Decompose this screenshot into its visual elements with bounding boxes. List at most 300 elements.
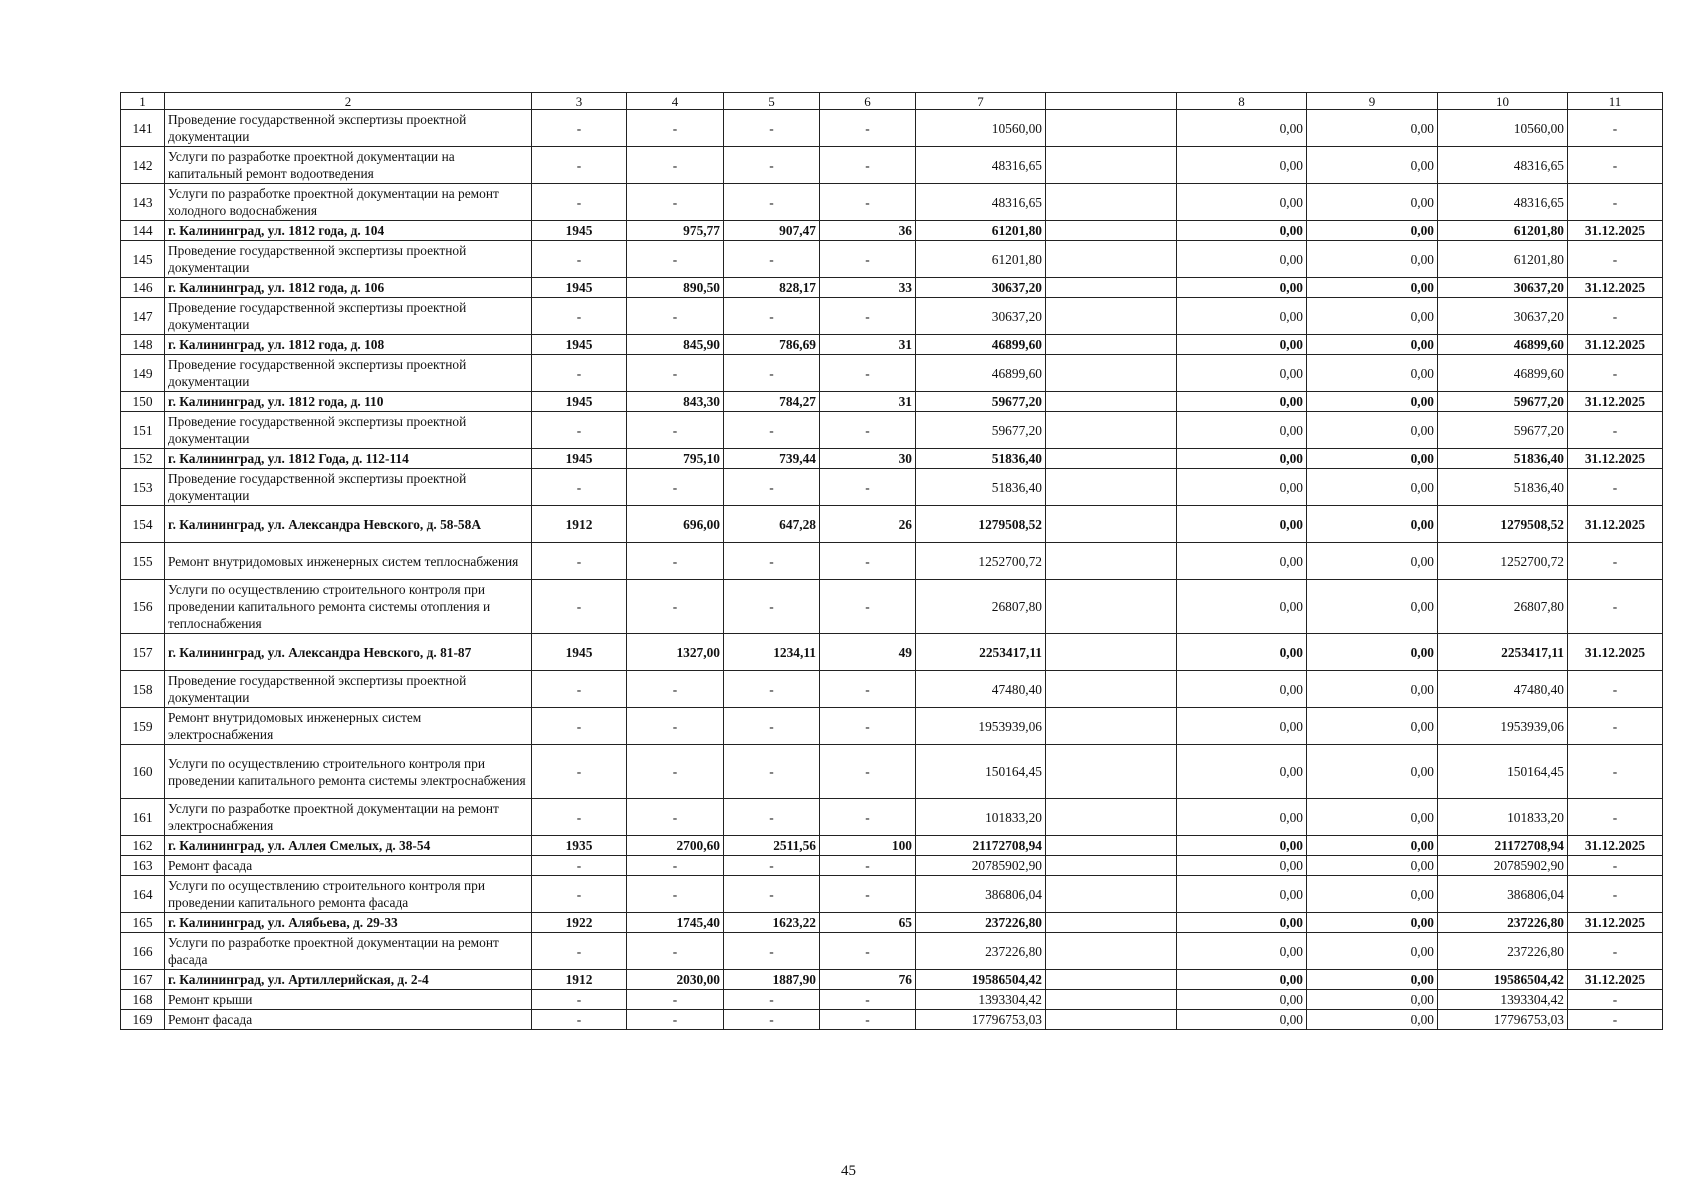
row-number: 168 — [121, 990, 165, 1010]
empty-cell — [1046, 221, 1177, 241]
budget-amount: 0,00 — [1307, 799, 1438, 836]
works-table — [120, 92, 1663, 1030]
work-description: Проведение государственной экспертизы проектной документации — [165, 355, 532, 392]
empty-cell — [1046, 355, 1177, 392]
completion-date: - — [1568, 543, 1663, 580]
living-area: 1234,11 — [724, 634, 820, 671]
empty-cell — [1046, 799, 1177, 836]
table-row — [121, 469, 1663, 506]
living-area: - — [724, 298, 820, 335]
row-number: 145 — [121, 241, 165, 278]
work-description: Ремонт фасада — [165, 856, 532, 876]
living-area: 739,44 — [724, 449, 820, 469]
empty-cell — [1046, 147, 1177, 184]
fund-amount: 0,00 — [1177, 355, 1307, 392]
living-area: - — [724, 745, 820, 799]
budget-amount: 0,00 — [1307, 278, 1438, 298]
empty-cell — [1046, 449, 1177, 469]
empty-cell — [1046, 745, 1177, 799]
residents-count: - — [820, 708, 916, 745]
table-row — [121, 355, 1663, 392]
residents-count: - — [820, 412, 916, 449]
total-area: - — [627, 580, 724, 634]
table-row — [121, 1010, 1663, 1030]
table-row — [121, 745, 1663, 799]
budget-amount: 0,00 — [1307, 392, 1438, 412]
total-area: - — [627, 933, 724, 970]
empty-cell — [1046, 836, 1177, 856]
work-description: Услуги по разработке проектной документации на капитальный ремонт водоотведения — [165, 147, 532, 184]
build-year: - — [532, 876, 627, 913]
fund-amount: 0,00 — [1177, 506, 1307, 543]
budget-amount: 0,00 — [1307, 184, 1438, 221]
build-year: 1945 — [532, 278, 627, 298]
owners-amount: 59677,20 — [1438, 392, 1568, 412]
total-cost: 386806,04 — [916, 876, 1046, 913]
build-year: 1945 — [532, 449, 627, 469]
budget-amount: 0,00 — [1307, 506, 1438, 543]
fund-amount: 0,00 — [1177, 671, 1307, 708]
total-area: - — [627, 184, 724, 221]
residents-count: - — [820, 580, 916, 634]
living-area: - — [724, 147, 820, 184]
work-description: г. Калининград, ул. Аллея Смелых, д. 38-54 — [165, 836, 532, 856]
column-header: 11 — [1568, 93, 1663, 110]
owners-amount: 101833,20 — [1438, 799, 1568, 836]
living-area: 828,17 — [724, 278, 820, 298]
total-cost: 51836,40 — [916, 449, 1046, 469]
completion-date: - — [1568, 469, 1663, 506]
total-cost: 17796753,03 — [916, 1010, 1046, 1030]
fund-amount: 0,00 — [1177, 298, 1307, 335]
total-area: - — [627, 671, 724, 708]
owners-amount: 61201,80 — [1438, 241, 1568, 278]
owners-amount: 51836,40 — [1438, 469, 1568, 506]
total-area: 843,30 — [627, 392, 724, 412]
table-row — [121, 412, 1663, 449]
total-area: - — [627, 856, 724, 876]
completion-date: 31.12.2025 — [1568, 392, 1663, 412]
table-row — [121, 298, 1663, 335]
residents-count: - — [820, 147, 916, 184]
row-number: 155 — [121, 543, 165, 580]
build-year: 1945 — [532, 392, 627, 412]
budget-amount: 0,00 — [1307, 1010, 1438, 1030]
budget-amount: 0,00 — [1307, 708, 1438, 745]
budget-amount: 0,00 — [1307, 335, 1438, 355]
table-row — [121, 856, 1663, 876]
empty-cell — [1046, 856, 1177, 876]
column-header: 3 — [532, 93, 627, 110]
empty-cell — [1046, 634, 1177, 671]
row-number: 153 — [121, 469, 165, 506]
residents-count: - — [820, 799, 916, 836]
living-area: 1887,90 — [724, 970, 820, 990]
owners-amount: 237226,80 — [1438, 933, 1568, 970]
build-year: - — [532, 147, 627, 184]
table-row — [121, 933, 1663, 970]
row-number: 162 — [121, 836, 165, 856]
total-area: - — [627, 543, 724, 580]
row-number: 160 — [121, 745, 165, 799]
residents-count: 26 — [820, 506, 916, 543]
row-number: 147 — [121, 298, 165, 335]
owners-amount: 150164,45 — [1438, 745, 1568, 799]
empty-cell — [1046, 990, 1177, 1010]
fund-amount: 0,00 — [1177, 634, 1307, 671]
residents-count: 49 — [820, 634, 916, 671]
total-area: 845,90 — [627, 335, 724, 355]
budget-amount: 0,00 — [1307, 147, 1438, 184]
living-area: 784,27 — [724, 392, 820, 412]
budget-amount: 0,00 — [1307, 449, 1438, 469]
budget-amount: 0,00 — [1307, 412, 1438, 449]
owners-amount: 1953939,06 — [1438, 708, 1568, 745]
table-row — [121, 335, 1663, 355]
total-cost: 237226,80 — [916, 913, 1046, 933]
empty-cell — [1046, 543, 1177, 580]
total-cost: 59677,20 — [916, 412, 1046, 449]
row-number: 152 — [121, 449, 165, 469]
completion-date: - — [1568, 745, 1663, 799]
owners-amount: 1252700,72 — [1438, 543, 1568, 580]
total-cost: 46899,60 — [916, 335, 1046, 355]
residents-count: - — [820, 876, 916, 913]
row-number: 165 — [121, 913, 165, 933]
work-description: Услуги по осуществлению строительного контроля при проведении капитального ремонта системы электроснабжения — [165, 745, 532, 799]
fund-amount: 0,00 — [1177, 147, 1307, 184]
completion-date: - — [1568, 990, 1663, 1010]
column-header: 7 — [916, 93, 1046, 110]
row-number: 158 — [121, 671, 165, 708]
work-description: Проведение государственной экспертизы проектной документации — [165, 412, 532, 449]
completion-date: 31.12.2025 — [1568, 449, 1663, 469]
living-area: - — [724, 876, 820, 913]
table-row — [121, 110, 1663, 147]
total-cost: 48316,65 — [916, 147, 1046, 184]
total-area: - — [627, 1010, 724, 1030]
living-area: - — [724, 184, 820, 221]
table-row — [121, 241, 1663, 278]
work-description: Услуги по осуществлению строительного контроля при проведении капитального ремонта системы отопления и теплоснабжения — [165, 580, 532, 634]
residents-count: - — [820, 298, 916, 335]
empty-cell — [1046, 278, 1177, 298]
living-area: - — [724, 708, 820, 745]
living-area: 647,28 — [724, 506, 820, 543]
build-year: - — [532, 1010, 627, 1030]
row-number: 144 — [121, 221, 165, 241]
fund-amount: 0,00 — [1177, 241, 1307, 278]
budget-amount: 0,00 — [1307, 298, 1438, 335]
fund-amount: 0,00 — [1177, 745, 1307, 799]
residents-count: - — [820, 745, 916, 799]
budget-amount: 0,00 — [1307, 469, 1438, 506]
row-number: 166 — [121, 933, 165, 970]
budget-amount: 0,00 — [1307, 856, 1438, 876]
residents-count: 31 — [820, 335, 916, 355]
total-area: - — [627, 147, 724, 184]
owners-amount: 2253417,11 — [1438, 634, 1568, 671]
total-cost: 30637,20 — [916, 298, 1046, 335]
residents-count: - — [820, 1010, 916, 1030]
build-year: - — [532, 933, 627, 970]
row-number: 141 — [121, 110, 165, 147]
total-cost: 101833,20 — [916, 799, 1046, 836]
living-area: 786,69 — [724, 335, 820, 355]
residents-count: - — [820, 241, 916, 278]
completion-date: - — [1568, 708, 1663, 745]
total-area: 2030,00 — [627, 970, 724, 990]
build-year: - — [532, 241, 627, 278]
budget-amount: 0,00 — [1307, 876, 1438, 913]
total-area: 1745,40 — [627, 913, 724, 933]
table-row — [121, 278, 1663, 298]
residents-count: - — [820, 469, 916, 506]
completion-date: - — [1568, 147, 1663, 184]
completion-date: - — [1568, 1010, 1663, 1030]
owners-amount: 19586504,42 — [1438, 970, 1568, 990]
build-year: - — [532, 799, 627, 836]
build-year: 1945 — [532, 335, 627, 355]
fund-amount: 0,00 — [1177, 580, 1307, 634]
owners-amount: 46899,60 — [1438, 355, 1568, 392]
empty-cell — [1046, 392, 1177, 412]
fund-amount: 0,00 — [1177, 221, 1307, 241]
page-number: 45 — [841, 1163, 856, 1179]
fund-amount: 0,00 — [1177, 876, 1307, 913]
table-row — [121, 671, 1663, 708]
empty-cell — [1046, 933, 1177, 970]
residents-count: 36 — [820, 221, 916, 241]
budget-amount: 0,00 — [1307, 913, 1438, 933]
completion-date: 31.12.2025 — [1568, 913, 1663, 933]
empty-cell — [1046, 241, 1177, 278]
residents-count: - — [820, 671, 916, 708]
budget-amount: 0,00 — [1307, 970, 1438, 990]
work-description: Ремонт внутридомовых инженерных систем теплоснабжения — [165, 543, 532, 580]
work-description: г. Калининград, ул. Артиллерийская, д. 2-4 — [165, 970, 532, 990]
build-year: - — [532, 990, 627, 1010]
work-description: Ремонт фасада — [165, 1010, 532, 1030]
owners-amount: 61201,80 — [1438, 221, 1568, 241]
completion-date: - — [1568, 184, 1663, 221]
living-area: - — [724, 412, 820, 449]
row-number: 156 — [121, 580, 165, 634]
table-row — [121, 799, 1663, 836]
living-area: - — [724, 1010, 820, 1030]
residents-count: - — [820, 933, 916, 970]
build-year: 1922 — [532, 913, 627, 933]
total-area: - — [627, 469, 724, 506]
build-year: 1945 — [532, 634, 627, 671]
row-number: 151 — [121, 412, 165, 449]
column-header: 2 — [165, 93, 532, 110]
owners-amount: 59677,20 — [1438, 412, 1568, 449]
living-area: - — [724, 469, 820, 506]
row-number: 142 — [121, 147, 165, 184]
build-year: 1912 — [532, 970, 627, 990]
total-cost: 51836,40 — [916, 469, 1046, 506]
budget-amount: 0,00 — [1307, 355, 1438, 392]
build-year: 1935 — [532, 836, 627, 856]
living-area: 907,47 — [724, 221, 820, 241]
living-area: - — [724, 671, 820, 708]
empty-cell — [1046, 412, 1177, 449]
budget-amount: 0,00 — [1307, 933, 1438, 970]
total-cost: 19586504,42 — [916, 970, 1046, 990]
work-description: Проведение государственной экспертизы проектной документации — [165, 469, 532, 506]
total-cost: 150164,45 — [916, 745, 1046, 799]
living-area: - — [724, 856, 820, 876]
fund-amount: 0,00 — [1177, 990, 1307, 1010]
row-number: 159 — [121, 708, 165, 745]
empty-cell — [1046, 970, 1177, 990]
living-area: - — [724, 543, 820, 580]
build-year: - — [532, 412, 627, 449]
build-year: - — [532, 184, 627, 221]
empty-cell — [1046, 469, 1177, 506]
completion-date: 31.12.2025 — [1568, 970, 1663, 990]
residents-count: - — [820, 110, 916, 147]
table-row — [121, 184, 1663, 221]
work-description: г. Калининград, ул. 1812 года, д. 108 — [165, 335, 532, 355]
work-description: Услуги по разработке проектной документации на ремонт холодного водоснабжения — [165, 184, 532, 221]
work-description: г. Калининград, ул. 1812 года, д. 106 — [165, 278, 532, 298]
owners-amount: 17796753,03 — [1438, 1010, 1568, 1030]
total-area: - — [627, 241, 724, 278]
empty-cell — [1046, 1010, 1177, 1030]
work-description: г. Калининград, ул. Александра Невского, д. 58-58А — [165, 506, 532, 543]
total-cost: 30637,20 — [916, 278, 1046, 298]
total-area: - — [627, 708, 724, 745]
table-row — [121, 543, 1663, 580]
row-number: 167 — [121, 970, 165, 990]
total-cost: 48316,65 — [916, 184, 1046, 221]
empty-cell — [1046, 298, 1177, 335]
total-cost: 26807,80 — [916, 580, 1046, 634]
budget-amount: 0,00 — [1307, 543, 1438, 580]
owners-amount: 48316,65 — [1438, 147, 1568, 184]
fund-amount: 0,00 — [1177, 184, 1307, 221]
work-description: Проведение государственной экспертизы проектной документации — [165, 110, 532, 147]
build-year: - — [532, 469, 627, 506]
living-area: - — [724, 580, 820, 634]
owners-amount: 10560,00 — [1438, 110, 1568, 147]
table-row — [121, 836, 1663, 856]
total-cost: 21172708,94 — [916, 836, 1046, 856]
total-cost: 46899,60 — [916, 355, 1046, 392]
total-cost: 61201,80 — [916, 241, 1046, 278]
fund-amount: 0,00 — [1177, 335, 1307, 355]
total-area: 795,10 — [627, 449, 724, 469]
fund-amount: 0,00 — [1177, 856, 1307, 876]
build-year: - — [532, 543, 627, 580]
row-number: 169 — [121, 1010, 165, 1030]
table-body — [121, 110, 1663, 1030]
row-number: 164 — [121, 876, 165, 913]
completion-date: - — [1568, 876, 1663, 913]
total-cost: 1953939,06 — [916, 708, 1046, 745]
completion-date: - — [1568, 298, 1663, 335]
total-cost: 59677,20 — [916, 392, 1046, 412]
fund-amount: 0,00 — [1177, 970, 1307, 990]
fund-amount: 0,00 — [1177, 278, 1307, 298]
total-area: 975,77 — [627, 221, 724, 241]
residents-count: - — [820, 184, 916, 221]
empty-cell — [1046, 335, 1177, 355]
residents-count: 76 — [820, 970, 916, 990]
table-row — [121, 449, 1663, 469]
living-area: 2511,56 — [724, 836, 820, 856]
empty-cell — [1046, 580, 1177, 634]
budget-amount: 0,00 — [1307, 580, 1438, 634]
total-area: 890,50 — [627, 278, 724, 298]
empty-cell — [1046, 913, 1177, 933]
row-number: 150 — [121, 392, 165, 412]
budget-amount: 0,00 — [1307, 745, 1438, 799]
empty-cell — [1046, 876, 1177, 913]
fund-amount: 0,00 — [1177, 469, 1307, 506]
total-area: - — [627, 298, 724, 335]
build-year: 1945 — [532, 221, 627, 241]
total-area: - — [627, 355, 724, 392]
fund-amount: 0,00 — [1177, 836, 1307, 856]
build-year: - — [532, 745, 627, 799]
owners-amount: 1279508,52 — [1438, 506, 1568, 543]
header-row — [121, 93, 1663, 110]
row-number: 149 — [121, 355, 165, 392]
fund-amount: 0,00 — [1177, 543, 1307, 580]
work-description: Ремонт крыши — [165, 990, 532, 1010]
table-row — [121, 990, 1663, 1010]
residents-count: - — [820, 856, 916, 876]
owners-amount: 30637,20 — [1438, 278, 1568, 298]
total-cost: 20785902,90 — [916, 856, 1046, 876]
owners-amount: 26807,80 — [1438, 580, 1568, 634]
residents-count: - — [820, 990, 916, 1010]
living-area: - — [724, 933, 820, 970]
build-year: - — [532, 856, 627, 876]
living-area: 1623,22 — [724, 913, 820, 933]
column-header: 5 — [724, 93, 820, 110]
work-description: г. Калининград, ул. 1812 года, д. 104 — [165, 221, 532, 241]
fund-amount: 0,00 — [1177, 708, 1307, 745]
column-header: 1 — [121, 93, 165, 110]
table-row — [121, 221, 1663, 241]
total-area: - — [627, 412, 724, 449]
budget-amount: 0,00 — [1307, 836, 1438, 856]
build-year: - — [532, 298, 627, 335]
work-description: г. Калининград, ул. 1812 года, д. 110 — [165, 392, 532, 412]
fund-amount: 0,00 — [1177, 449, 1307, 469]
total-area: - — [627, 110, 724, 147]
completion-date: 31.12.2025 — [1568, 221, 1663, 241]
living-area: - — [724, 241, 820, 278]
row-number: 143 — [121, 184, 165, 221]
total-area: - — [627, 745, 724, 799]
owners-amount: 30637,20 — [1438, 298, 1568, 335]
fund-amount: 0,00 — [1177, 799, 1307, 836]
total-cost: 61201,80 — [916, 221, 1046, 241]
column-header: 4 — [627, 93, 724, 110]
owners-amount: 386806,04 — [1438, 876, 1568, 913]
fund-amount: 0,00 — [1177, 110, 1307, 147]
row-number: 157 — [121, 634, 165, 671]
residents-count: 100 — [820, 836, 916, 856]
total-cost: 237226,80 — [916, 933, 1046, 970]
table-row — [121, 970, 1663, 990]
build-year: - — [532, 355, 627, 392]
